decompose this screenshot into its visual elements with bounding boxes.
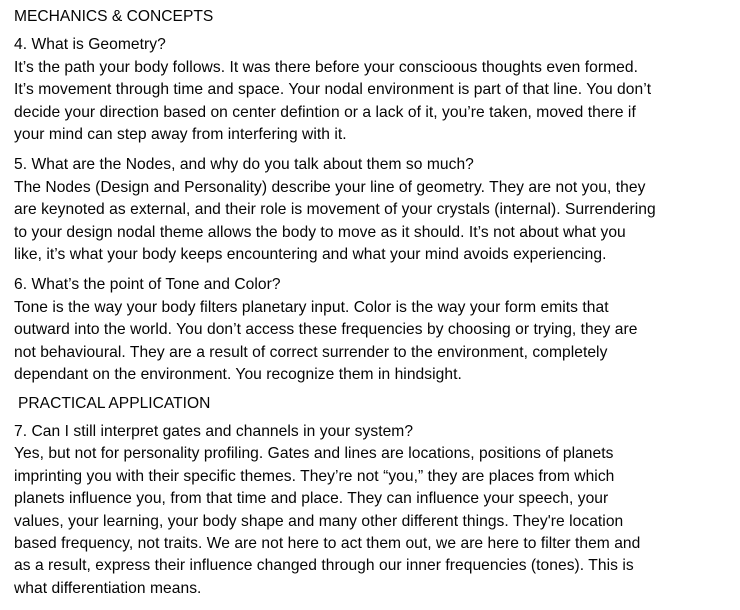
answer-line: The Nodes (Design and Personality) describe your line of geometry. They are not you, they [14,178,646,196]
answer-line: as a result, express their influence changed through our inner frequencies (tones). This is [14,557,634,575]
answer-line: It’s the path your body follows. It was there before your conscioous thoughts even formed. [14,58,638,76]
faq-item-tone-color [14,274,740,386]
section-heading-mechanics: MECHANICS & CONCEPTS [14,8,214,25]
answer-line: outward into the world. You don’t access these frequencies by choosing or trying, they are [14,321,638,339]
answer-line: based frequency, not traits. We are not here to act them out, we are here to filter them and [14,534,641,552]
faq-item-gates-channels [14,421,740,600]
answer-line: to your design nodal theme allows the body to move as it should. It’s not about what you [14,223,626,241]
question-nodes: 5. What are the Nodes, and why do you talk about them so much? [14,156,474,174]
answer-line: not behavioural. They are a result of correct surrender to the environment, completely [14,343,608,361]
question-geometry: 4. What is Geometry? [14,36,166,54]
question-tone-color: 6. What’s the point of Tone and Color? [14,276,281,294]
answer-line: are keynoted as external, and their role is movement of your crystals (internal). Surrendering [14,201,656,219]
faq-item-geometry [14,34,740,146]
section-heading-practical: PRACTICAL APPLICATION [18,394,211,412]
answer-line: dependant on the environment. You recognize them in hindsight. [14,366,462,384]
answer-line: values, your learning, your body shape and many other different things. They're location [14,512,624,530]
answer-line: decide your direction based on center defintion or a lack of it, you’re taken, moved there if [14,103,636,121]
faq-item-nodes [14,154,740,266]
answer-line: Tone is the way your body filters planetary input. Color is the way your form emits that [14,298,609,316]
answer-line: It’s movement through time and space. Your nodal environment is part of that line. You don’t [14,81,652,99]
answer-line: your mind can step away from interfering with it. [14,126,347,144]
answer-line: Yes, but not for personality profiling. Gates and lines are locations, positions of planets [14,445,614,463]
question-gates-channels: 7. Can I still interpret gates and channels in your system? [14,422,414,440]
answer-line: imprinting you with their specific themes. They’re not “you,” they are places from which [14,467,615,485]
answer-line: like, it’s what your body keeps encountering and what your mind avoids experiencing. [14,246,607,264]
answer-line: what differentiation means. [14,579,202,597]
answer-line: planets influence you, from that time and place. They can influence your speech, your [14,490,609,508]
